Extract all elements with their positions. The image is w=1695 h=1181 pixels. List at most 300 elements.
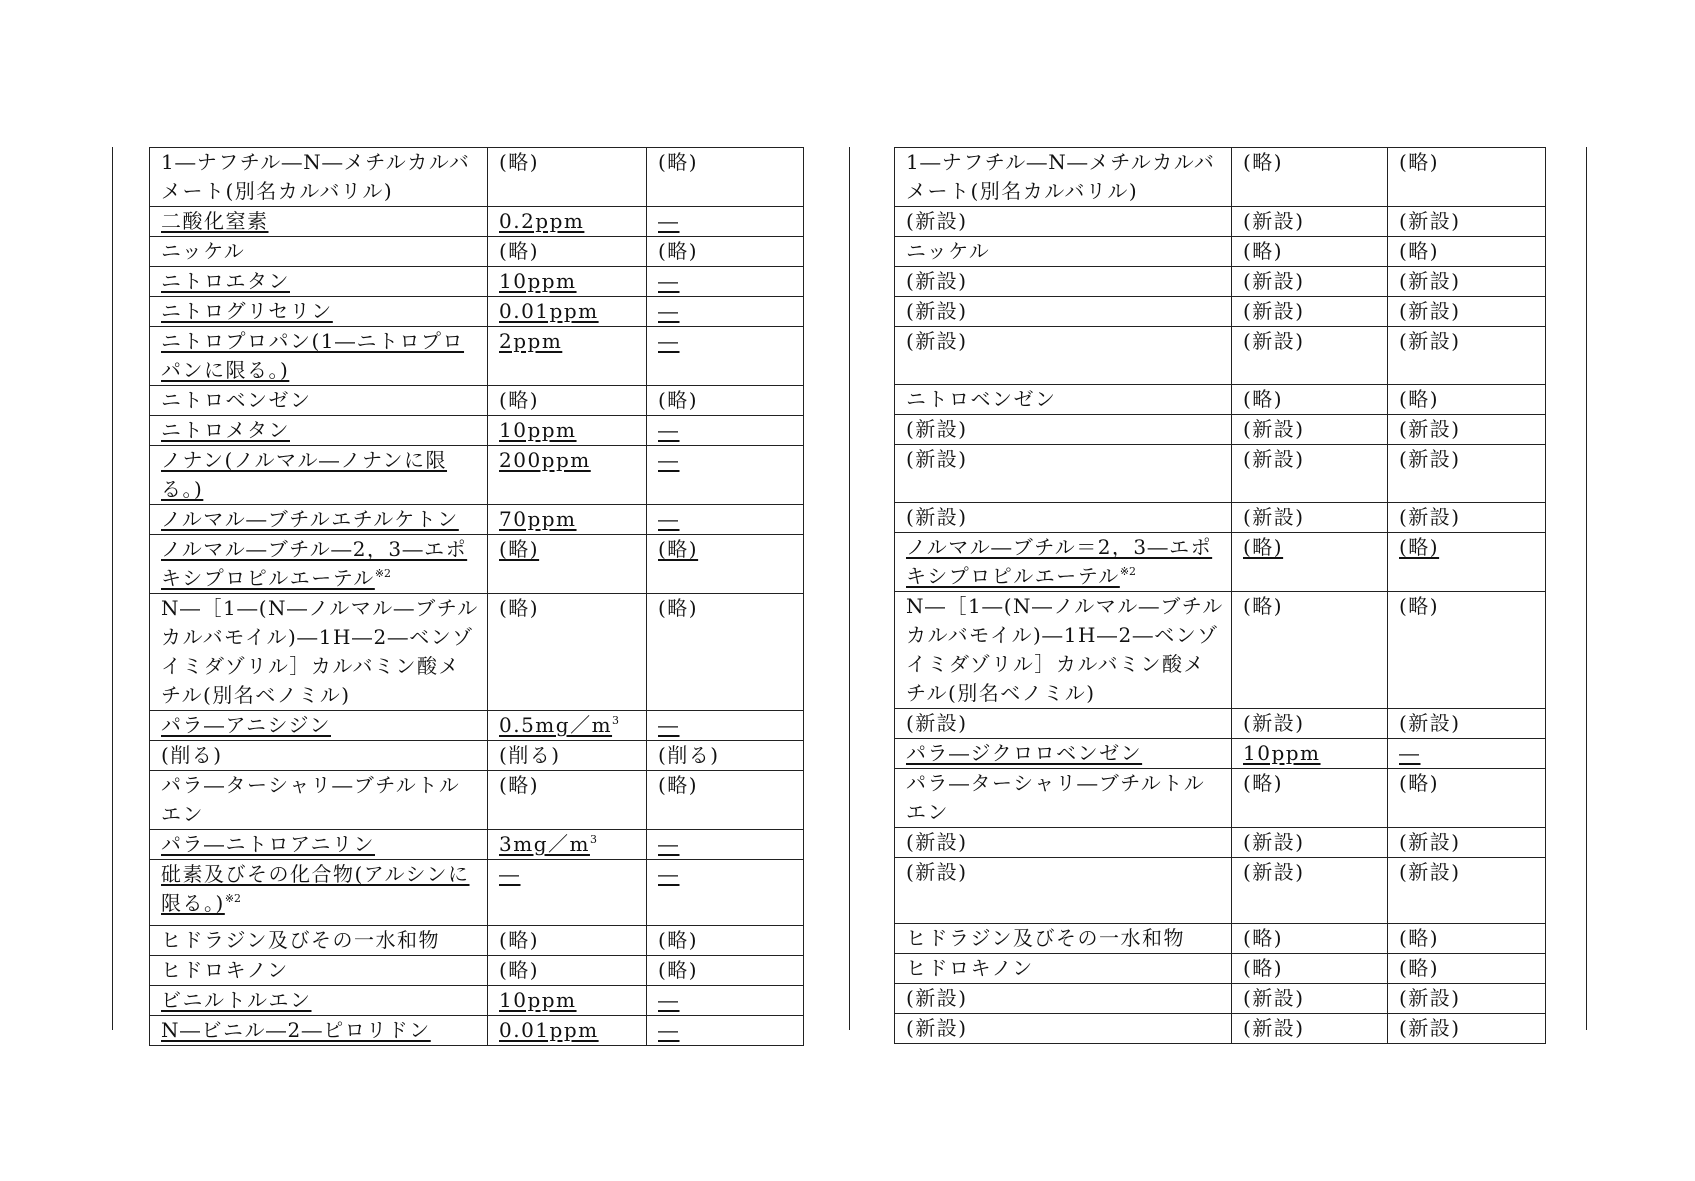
value2-cell (1388, 503, 1546, 533)
table-row (150, 926, 804, 956)
value2-cell-text: ― (658, 299, 680, 323)
substance-name-cell (895, 739, 1232, 769)
substance-name-cell-text: ヒドラジン及びその一水和物 (906, 926, 1185, 950)
substance-name-cell (895, 709, 1232, 739)
table-row (150, 505, 804, 535)
substance-name-cell (895, 207, 1232, 237)
value2-cell (1388, 207, 1546, 237)
value2-cell-text: ― (658, 832, 680, 856)
value2-cell (647, 926, 804, 956)
value2-cell (1388, 954, 1546, 984)
value-cell-text: 10ppm (499, 269, 577, 293)
substance-name-cell-text: (新設) (906, 986, 968, 1010)
value2-cell (647, 505, 804, 535)
value2-cell (647, 830, 804, 860)
value2-cell (1388, 237, 1546, 267)
substance-name-cell (150, 237, 488, 267)
value2-cell-text: (略) (658, 928, 699, 952)
value-cell (1232, 709, 1388, 739)
substance-name-cell (895, 924, 1232, 954)
value2-cell (1388, 858, 1546, 924)
value-cell-text: (新設) (1243, 269, 1305, 293)
table-row (895, 709, 1546, 739)
value-cell (1232, 984, 1388, 1014)
substance-name-cell-text: (新設) (906, 269, 968, 293)
value-cell-text: (削る) (499, 743, 561, 767)
substance-name-cell-text: ノルマル―ブチルエチルケトン (161, 507, 459, 531)
substance-name-cell-text: ニトロエタン (161, 269, 290, 293)
substance-name-cell (150, 956, 488, 986)
value-cell (488, 505, 647, 535)
value-cell-text: (略) (1243, 956, 1284, 980)
value2-cell (647, 986, 804, 1016)
value-cell-text: (新設) (1243, 1016, 1305, 1040)
value-cell (488, 830, 647, 860)
substance-name-cell-text: 砒素及びその化合物(アルシンに限る。) (161, 862, 470, 915)
table-row (895, 739, 1546, 769)
value2-cell-text: (新設) (1399, 269, 1461, 293)
substance-name-cell (895, 503, 1232, 533)
value2-cell (647, 535, 804, 594)
value-cell (488, 771, 647, 830)
substance-name-cell (895, 148, 1232, 207)
value-cell-text: (略) (499, 388, 540, 412)
value-cell-text: 10ppm (1243, 741, 1321, 765)
value-cell (1232, 385, 1388, 415)
value-cell (1232, 592, 1388, 709)
value-cell-text: (新設) (1243, 209, 1305, 233)
table-row (895, 327, 1546, 385)
substance-name-cell (150, 926, 488, 956)
value-cell-text: 10ppm (499, 418, 577, 442)
value-cell (488, 207, 647, 237)
table-row (150, 535, 804, 594)
substance-name-cell-text: ニトログリセリン (161, 299, 333, 323)
value-cell-text: (略) (499, 596, 540, 620)
value2-cell (647, 297, 804, 327)
value2-cell (1388, 924, 1546, 954)
table-row (150, 267, 804, 297)
table-row (895, 237, 1546, 267)
substance-name-cell-text: (新設) (906, 417, 968, 441)
value2-cell-text: (略) (1399, 150, 1440, 174)
substance-name-cell (150, 594, 488, 711)
value2-cell (647, 327, 804, 386)
substance-name-cell (150, 860, 488, 926)
substance-name-cell-text: 1―ナフチル―N―メチルカルバメート(別名カルバリル) (161, 150, 471, 203)
table-row (895, 415, 1546, 445)
table-row (895, 445, 1546, 503)
substance-name-cell-superscript: ※2 (374, 567, 392, 580)
value-cell-text: (略) (1243, 535, 1284, 559)
value2-cell-text: (新設) (1399, 711, 1461, 735)
substance-name-cell (895, 533, 1232, 592)
substance-name-cell-text: (削る) (161, 743, 223, 767)
table-row (895, 267, 1546, 297)
value-cell-text: (略) (499, 239, 540, 263)
value-cell-text: (略) (499, 958, 540, 982)
value2-cell-text: (略) (1399, 387, 1440, 411)
substance-name-cell-text: (新設) (906, 447, 968, 471)
right-table-current (894, 147, 1546, 1044)
table-row (150, 771, 804, 830)
value2-cell-text: ― (658, 507, 680, 531)
table-row (895, 385, 1546, 415)
value-cell-text: (略) (499, 928, 540, 952)
value2-cell (1388, 1014, 1546, 1044)
substance-name-cell (895, 385, 1232, 415)
substance-name-cell-text: ビニルトルエン (161, 988, 312, 1012)
table-row (895, 148, 1546, 207)
table-row (895, 924, 1546, 954)
substance-name-cell (895, 1014, 1232, 1044)
left-table-body (150, 148, 804, 1046)
value2-cell (1388, 828, 1546, 858)
value-cell-text: (略) (1243, 239, 1284, 263)
value2-cell-text: (略) (1399, 771, 1440, 795)
value-cell (488, 148, 647, 207)
substance-name-cell (895, 592, 1232, 709)
substance-name-cell (895, 828, 1232, 858)
value2-cell (647, 416, 804, 446)
substance-name-cell (150, 711, 488, 741)
substance-name-cell (895, 415, 1232, 445)
value-cell-text: (新設) (1243, 505, 1305, 529)
value2-cell (1388, 385, 1546, 415)
value-cell (1232, 415, 1388, 445)
value2-cell (1388, 148, 1546, 207)
table-row (150, 860, 804, 926)
value-cell (1232, 769, 1388, 828)
value-cell-text: 2ppm (499, 329, 563, 353)
substance-name-cell-text: (新設) (906, 505, 968, 529)
substance-name-cell-text: 1―ナフチル―N―メチルカルバメート(別名カルバリル) (906, 150, 1216, 203)
value2-cell (647, 594, 804, 711)
substance-name-cell-text: N―ビニル―2―ピロリドン (161, 1018, 431, 1042)
substance-name-cell-superscript: ※2 (1119, 565, 1137, 578)
value2-cell-text: ― (658, 713, 680, 737)
value2-cell (647, 148, 804, 207)
substance-name-cell (150, 148, 488, 207)
value-cell (488, 711, 647, 741)
value2-cell-text: (新設) (1399, 860, 1461, 884)
value2-cell-text: (略) (658, 388, 699, 412)
value2-cell-text: ― (658, 269, 680, 293)
substance-name-cell-text: ニトロプロパン(1―ニトロプロパンに限る。) (161, 329, 465, 382)
substance-name-cell-text: N―［1―(N―ノルマル―ブチルカルバモイル)―1H―2―ベンゾイミダゾリル］カルバミン酸メチル(別名ベノミル) (161, 596, 479, 707)
substance-name-cell (150, 297, 488, 327)
value2-cell (647, 771, 804, 830)
substance-name-cell (150, 741, 488, 771)
value2-cell-text: (略) (658, 537, 699, 561)
substance-name-cell (895, 984, 1232, 1014)
table-row (150, 207, 804, 237)
value2-cell (1388, 415, 1546, 445)
value2-cell-text: (略) (1399, 926, 1440, 950)
table-row (895, 207, 1546, 237)
value-cell-text: (新設) (1243, 329, 1305, 353)
value2-cell (1388, 327, 1546, 385)
substance-name-cell-text: (新設) (906, 209, 968, 233)
substance-name-cell-superscript: ※2 (224, 892, 242, 905)
value-cell-text: 0.01ppm (499, 299, 599, 323)
value2-cell (1388, 533, 1546, 592)
value2-cell-text: (削る) (658, 743, 720, 767)
value2-cell-text: (略) (658, 239, 699, 263)
table-row (150, 327, 804, 386)
value2-cell (647, 711, 804, 741)
value2-cell-text: ― (658, 862, 680, 886)
substance-name-cell (150, 327, 488, 386)
value-cell (1232, 207, 1388, 237)
substance-name-cell (150, 446, 488, 505)
substance-name-cell-text: (新設) (906, 299, 968, 323)
value2-cell-text: (略) (658, 958, 699, 982)
substance-name-cell-text: ノルマル―ブチル―2，3―エポキシプロピルエーテル (161, 537, 468, 590)
substance-name-cell (150, 207, 488, 237)
value2-cell (1388, 739, 1546, 769)
value-cell-text: (新設) (1243, 417, 1305, 441)
value-cell (488, 860, 647, 926)
value-cell-text: (略) (1243, 387, 1284, 411)
right-margin-rule (1586, 147, 1587, 1030)
substance-name-cell-text: (新設) (906, 830, 968, 854)
value2-cell (647, 267, 804, 297)
value-cell-superscript: 3 (612, 714, 620, 727)
value2-cell-text: (略) (1399, 594, 1440, 618)
substance-name-cell (895, 267, 1232, 297)
value-cell-text: 0.2ppm (499, 209, 585, 233)
value2-cell-text: (略) (1399, 239, 1440, 263)
value2-cell (647, 207, 804, 237)
substance-name-cell (895, 297, 1232, 327)
value2-cell (1388, 267, 1546, 297)
value-cell (1232, 327, 1388, 385)
value2-cell-text: (略) (658, 596, 699, 620)
value2-cell-text: (新設) (1399, 417, 1461, 441)
value2-cell-text: (新設) (1399, 986, 1461, 1010)
value2-cell (1388, 592, 1546, 709)
value2-cell (1388, 297, 1546, 327)
value2-cell-text: (新設) (1399, 505, 1461, 529)
left-margin-rule (112, 147, 113, 1030)
value2-cell-text: (略) (658, 773, 699, 797)
value-cell-text: (略) (499, 150, 540, 174)
value-cell-text: (略) (1243, 594, 1284, 618)
value2-cell-text: (新設) (1399, 1016, 1461, 1040)
value-cell (488, 956, 647, 986)
value-cell (1232, 148, 1388, 207)
value-cell (1232, 237, 1388, 267)
substance-name-cell-text: (新設) (906, 860, 968, 884)
substance-name-cell-text: (新設) (906, 329, 968, 353)
substance-name-cell-text: ヒドラジン及びその一水和物 (161, 928, 440, 952)
value-cell-text: (新設) (1243, 447, 1305, 471)
value2-cell (647, 956, 804, 986)
table-row (150, 830, 804, 860)
right-table-body (895, 148, 1546, 1044)
substance-name-cell-text: パラ―ニトロアニリン (161, 832, 375, 856)
value-cell-superscript: 3 (589, 833, 597, 846)
value-cell (488, 741, 647, 771)
substance-name-cell (895, 954, 1232, 984)
substance-name-cell-text: パラ―ターシャリ―ブチルトルエン (906, 771, 1206, 824)
value-cell (488, 926, 647, 956)
substance-name-cell-text: ニッケル (161, 239, 246, 263)
substance-name-cell (150, 267, 488, 297)
value-cell (1232, 924, 1388, 954)
value-cell-text: (新設) (1243, 986, 1305, 1010)
value2-cell (647, 860, 804, 926)
value-cell-text: (略) (1243, 150, 1284, 174)
substance-name-cell (895, 445, 1232, 503)
table-row (150, 956, 804, 986)
substance-name-cell-text: ノナン(ノルマル―ノナンに限る。) (161, 448, 448, 501)
value2-cell-text: ― (658, 448, 680, 472)
table-row (895, 503, 1546, 533)
value-cell (1232, 739, 1388, 769)
value-cell (1232, 503, 1388, 533)
substance-name-cell (895, 769, 1232, 828)
value2-cell (1388, 984, 1546, 1014)
substance-name-cell (150, 1016, 488, 1046)
value-cell-text: (略) (1243, 771, 1284, 795)
value-cell (488, 594, 647, 711)
value-cell-text: 10ppm (499, 988, 577, 1012)
value-cell-text: (新設) (1243, 711, 1305, 735)
value-cell-text: (新設) (1243, 860, 1305, 884)
table-row (150, 711, 804, 741)
value2-cell-text: ― (658, 1018, 680, 1042)
substance-name-cell-text: パラ―ターシャリ―ブチルトルエン (161, 773, 461, 826)
substance-name-cell (150, 986, 488, 1016)
value-cell-text: (新設) (1243, 299, 1305, 323)
table-row (895, 984, 1546, 1014)
table-row (150, 386, 804, 416)
value-cell (1232, 858, 1388, 924)
value-cell (488, 297, 647, 327)
table-row (150, 594, 804, 711)
table-row (150, 1016, 804, 1046)
value2-cell-text: (新設) (1399, 329, 1461, 353)
substance-name-cell (150, 505, 488, 535)
value-cell-text: 3mg／m (499, 832, 590, 856)
table-row (150, 237, 804, 267)
value-cell (1232, 533, 1388, 592)
center-margin-rule (849, 147, 850, 1030)
table-row (895, 592, 1546, 709)
table-row (895, 533, 1546, 592)
value2-cell-text: ― (658, 988, 680, 1012)
table-row (150, 986, 804, 1016)
value2-cell (1388, 709, 1546, 739)
value-cell (488, 1016, 647, 1046)
value-cell-text: (略) (499, 537, 540, 561)
substance-name-cell-text: ヒドロキノン (906, 956, 1034, 980)
substance-name-cell-text: (新設) (906, 1016, 968, 1040)
value-cell-text: 70ppm (499, 507, 577, 531)
value2-cell (647, 741, 804, 771)
substance-name-cell-text: ニトロベンゼン (161, 388, 312, 412)
table-row (895, 1014, 1546, 1044)
value2-cell (647, 446, 804, 505)
value2-cell (647, 386, 804, 416)
value-cell (488, 446, 647, 505)
substance-name-cell (150, 830, 488, 860)
value-cell (1232, 445, 1388, 503)
substance-name-cell-text: ニッケル (906, 239, 991, 263)
value-cell-text: (略) (499, 773, 540, 797)
table-row (895, 769, 1546, 828)
table-row (150, 741, 804, 771)
value-cell (1232, 954, 1388, 984)
table-row (150, 416, 804, 446)
substance-name-cell (895, 327, 1232, 385)
table-row (150, 148, 804, 207)
value-cell (1232, 267, 1388, 297)
value-cell (488, 386, 647, 416)
value-cell (1232, 1014, 1388, 1044)
value-cell (1232, 297, 1388, 327)
value-cell (488, 327, 647, 386)
value2-cell-text: (略) (658, 150, 699, 174)
value-cell-text: 0.5mg／m (499, 713, 613, 737)
value2-cell (1388, 445, 1546, 503)
table-row (895, 828, 1546, 858)
substance-name-cell-text: パラ―ジクロロベンゼン (906, 741, 1143, 765)
substance-name-cell-text: パラ―アニシジン (161, 713, 331, 737)
table-row (895, 297, 1546, 327)
value-cell-text: 0.01ppm (499, 1018, 599, 1042)
table-row (895, 858, 1546, 924)
value2-cell-text: (新設) (1399, 209, 1461, 233)
value-cell (488, 986, 647, 1016)
substance-name-cell (150, 386, 488, 416)
value-cell (488, 237, 647, 267)
value2-cell-text: (新設) (1399, 299, 1461, 323)
substance-name-cell (895, 237, 1232, 267)
left-table-revised (149, 147, 804, 1046)
value2-cell (647, 1016, 804, 1046)
substance-name-cell (150, 535, 488, 594)
value-cell-text: 200ppm (499, 448, 591, 472)
value2-cell-text: (新設) (1399, 830, 1461, 854)
substance-name-cell-text: 二酸化窒素 (161, 209, 269, 233)
substance-name-cell (895, 858, 1232, 924)
value-cell-text: ― (499, 862, 521, 886)
value2-cell-text: (略) (1399, 535, 1440, 559)
value-cell (488, 535, 647, 594)
table-row (150, 446, 804, 505)
value-cell-text: (略) (1243, 926, 1284, 950)
value2-cell-text: ― (1399, 741, 1421, 765)
value2-cell-text: (新設) (1399, 447, 1461, 471)
substance-name-cell (150, 416, 488, 446)
value-cell (488, 267, 647, 297)
table-row (150, 297, 804, 327)
substance-name-cell-text: ヒドロキノン (161, 958, 289, 982)
value2-cell-text: (略) (1399, 956, 1440, 980)
value-cell-text: (新設) (1243, 830, 1305, 854)
substance-name-cell-text: (新設) (906, 711, 968, 735)
value-cell (488, 416, 647, 446)
value-cell (1232, 828, 1388, 858)
substance-name-cell-text: ニトロベンゼン (906, 387, 1057, 411)
table-row (895, 954, 1546, 984)
value2-cell (647, 237, 804, 267)
substance-name-cell-text: ニトロメタン (161, 418, 290, 442)
substance-name-cell-text: ノルマル―ブチル＝2，3―エポキシプロピルエーテル (906, 535, 1213, 588)
